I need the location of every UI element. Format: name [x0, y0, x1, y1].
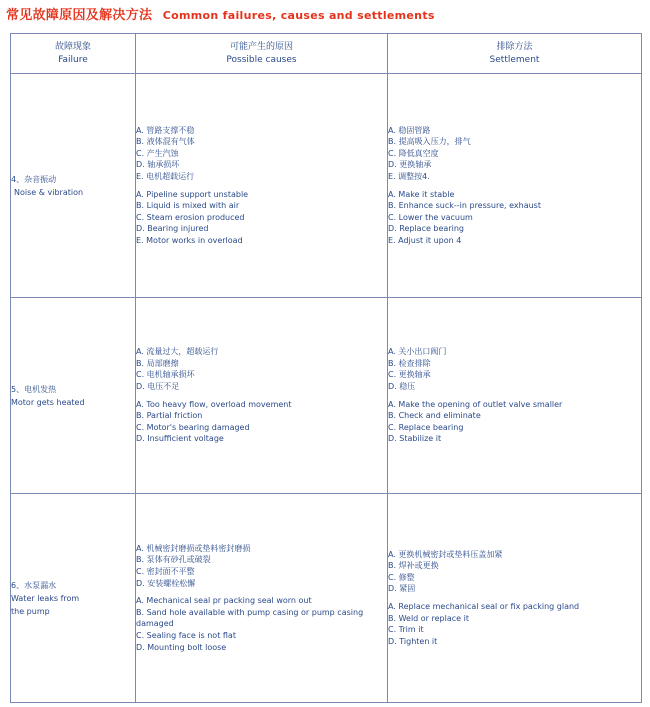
settle-en: B. Enhance suck--in pressure, exhaust — [388, 201, 541, 211]
settle-en: D. Tighten it — [388, 636, 438, 646]
failure-en: Motor gets heated — [11, 397, 85, 407]
cause-cn: E. 电机超载运行 — [136, 172, 195, 182]
cause-en: D. Mounting bolt loose — [136, 642, 227, 652]
settle-en: A. Make the opening of outlet valve smaller — [388, 399, 563, 409]
settle-en: B. Check and eliminate — [388, 411, 481, 421]
page-title — [6, 4, 435, 23]
settle-en: C. Lower the vacuum — [388, 212, 473, 222]
settle-en: D. Stabilize it — [388, 434, 442, 444]
failure-cell — [11, 74, 136, 298]
settle-en: A. Replace mechanical seal or fix packing gland — [388, 602, 580, 612]
failure-cn: 5、电机发热 — [11, 384, 57, 394]
settle-cn: B. 焊补或更换 — [388, 561, 439, 571]
settle-en: C. Replace bearing — [388, 422, 464, 432]
settlement-cell — [388, 74, 642, 298]
header-settlement — [388, 34, 642, 74]
causes-cell — [136, 74, 388, 298]
settle-cn: B. 提高吸入压力，排气 — [388, 137, 471, 147]
settlement-cell — [388, 494, 642, 703]
settle-cn: B. 检查排除 — [388, 358, 431, 368]
cause-en: D. Bearing injured — [136, 224, 209, 234]
header-causes — [136, 34, 388, 74]
header-causes-cn: 可能产生的原因 — [229, 41, 293, 52]
cause-cn: A. 管路支撑不稳 — [136, 125, 195, 135]
settle-cn: A. 关小出口阀门 — [388, 347, 447, 357]
settle-cn: C. 更换轴承 — [388, 370, 431, 380]
table-row — [11, 494, 642, 703]
cause-en: E. Motor works in overload — [136, 236, 243, 246]
header-settlement-cn: 排除方法 — [496, 41, 533, 52]
table-row — [11, 74, 642, 298]
settle-cn: D. 稳压 — [388, 382, 416, 392]
cause-en: A. Mechanical seal pr packing seal worn out — [136, 596, 312, 606]
cause-en: B. Partial friction — [136, 411, 203, 421]
cause-en: A. Too heavy flow, overload movement — [136, 399, 292, 409]
settle-cn: E. 调整按4. — [388, 172, 430, 182]
settle-cn: C. 修整 — [388, 572, 415, 582]
cause-cn: B. 局部磨擦 — [136, 358, 179, 368]
header-row — [11, 34, 642, 74]
cause-en: B. Sand hole available with pump casing or pump casing damaged — [136, 607, 364, 629]
settle-en: C. Trim it — [388, 625, 424, 635]
table-row — [11, 298, 642, 494]
settle-cn: D. 更换轴承 — [388, 160, 432, 170]
header-failure-cn: 故障现象 — [54, 41, 91, 52]
cause-cn: D. 安装螺栓松懈 — [136, 578, 196, 588]
cause-cn: B. 泵体有砂孔或破裂 — [136, 555, 211, 565]
header-failure — [11, 34, 136, 74]
settle-en: A. Make it stable — [388, 189, 455, 199]
failures-table — [10, 33, 642, 703]
failure-en: Noise & vibration — [14, 187, 84, 197]
failure-cell — [11, 298, 136, 494]
header-failure-en: Failure — [58, 54, 88, 65]
cause-en: C. Motor's bearing damaged — [136, 422, 250, 432]
title-cn: 常见故障原因及解决方法 — [6, 8, 153, 23]
header-settlement-en: Settlement — [489, 54, 540, 65]
header-causes-en: Possible causes — [226, 54, 297, 65]
cause-cn: D. 轴承损坏 — [136, 160, 180, 170]
failure-en-line1: Water leaks from — [11, 593, 80, 603]
cause-cn: D. 电压不足 — [136, 382, 180, 392]
cause-en: C. Steam erosion produced — [136, 212, 245, 222]
cause-cn: A. 流量过大，超载运行 — [136, 347, 219, 357]
failure-cell — [11, 494, 136, 703]
settle-en: B. Weld or replace it — [388, 613, 469, 623]
cause-cn: B. 液体混有气体 — [136, 137, 195, 147]
settle-en: E. Adjust it upon 4 — [388, 236, 462, 246]
failure-cn: 4、杂音振动 — [11, 174, 57, 184]
cause-en: A. Pipeline support unstable — [136, 189, 249, 199]
failure-en-line2: the pump — [11, 606, 50, 616]
cause-en: D. Insufficient voltage — [136, 434, 224, 444]
settle-cn: A. 稳固管路 — [388, 125, 431, 135]
causes-cell — [136, 298, 388, 494]
settle-cn: C. 降低真空度 — [388, 148, 439, 158]
cause-cn: C. 密封面不平整 — [136, 567, 195, 577]
cause-en: B. Liquid is mixed with air — [136, 201, 240, 211]
cause-cn: C. 产生汽蚀 — [136, 148, 179, 158]
title-en: Common failures, causes and settlements — [162, 9, 435, 22]
causes-cell — [136, 494, 388, 703]
settle-en: D. Replace bearing — [388, 224, 464, 234]
cause-cn: C. 电机轴承损坏 — [136, 370, 195, 380]
failure-cn: 6、水泵漏水 — [11, 580, 57, 590]
settle-cn: A. 更换机械密封或垫料压盖加紧 — [388, 549, 503, 559]
settle-cn: D. 紧固 — [388, 584, 416, 594]
settlement-cell — [388, 298, 642, 494]
cause-cn: A. 机械密封磨损或垫料密封磨损 — [136, 543, 251, 553]
cause-en: C. Sealing face is not flat — [136, 631, 236, 640]
